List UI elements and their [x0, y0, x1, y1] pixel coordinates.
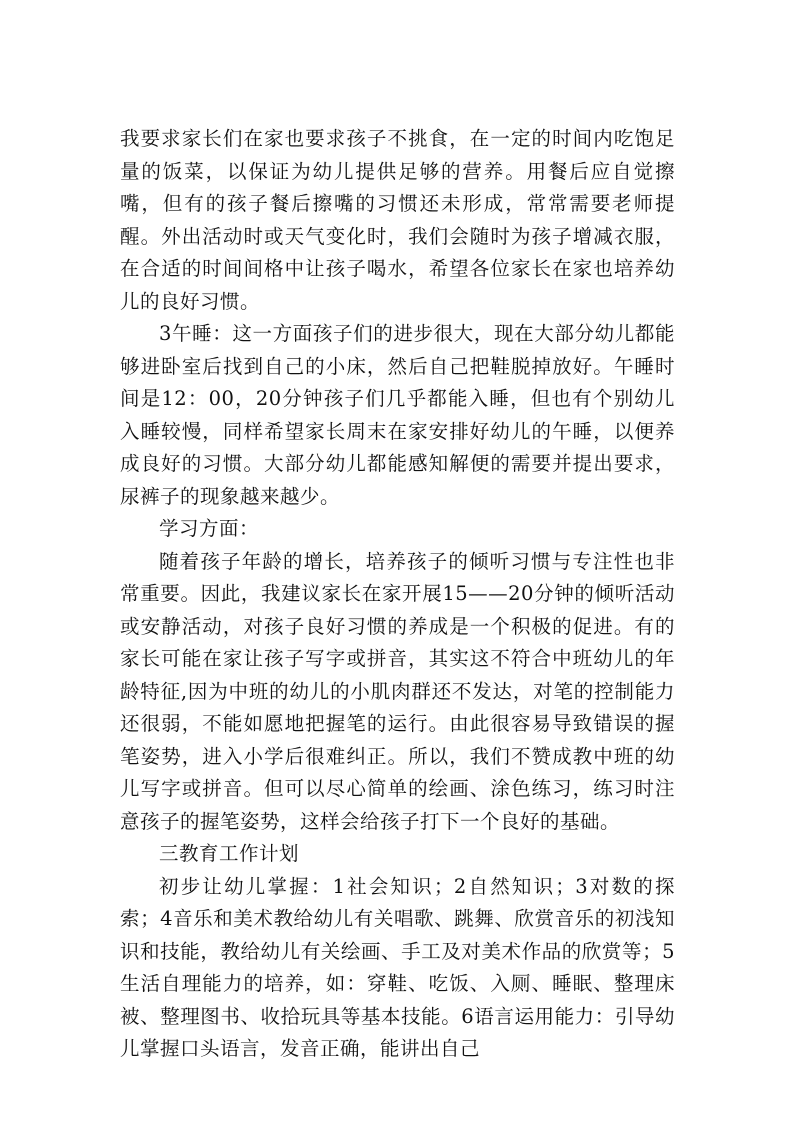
document-body — [120, 123, 675, 1066]
heading-study: 学习方面： — [159, 517, 260, 540]
heading-education-plan: 三教育工作计划 — [159, 842, 300, 865]
paragraph-study: 随着孩子年龄的增长，培养孩子的倾听习惯与专注性也非常重要。因此，我建议家长在家开展15——20分钟的倾听活动或安静活动，对孩子良好习惯的养成是一个积极的促进。有的家长可能在家让孩子写字或拼音，其实这不符合中班幼儿的年龄特征,因为中班的幼儿的小肌肉群还不发达，对笔的控制能力还很弱，不能如愿地把握笔的运行。由此很容易导致错误的握笔姿势，进入小学后很难纠正。所以，我们不赞成教中班的幼儿写字或拼音。但可以尽心简单的绘画、涂色练习，练习时注意孩子的握笔姿势，这样会给孩子打下一个良好的基础。 — [120, 549, 675, 833]
paragraph-nap: 3午睡：这一方面孩子们的进步很大，现在大部分幼儿都能够进卧室后找到自己的小床，然后自己把鞋脱掉放好。午睡时间是12：00，20分钟孩子们几乎都能入睡，但也有个别幼儿入睡较慢，同样希望家长周末在家安排好幼儿的午睡，以便养成良好的习惯。大部分幼儿都能感知解便的需要并提出要求，尿裤子的现象越来越少。 — [120, 322, 675, 508]
paragraph-education-plan: 初步让幼儿掌握：1社会知识；2自然知识；3对数的探索；4音乐和美术教给幼儿有关唱歌、跳舞、欣赏音乐的初浅知识和技能，教给幼儿有关绘画、手工及对美术作品的欣赏等；5生活自理能力的培养，如：穿鞋、吃饭、入厕、睡眠、整理床被、整理图书、收拾玩具等基本技能。6语言运用能力：引导幼儿掌握口头语言，发音正确，能讲出自己 — [120, 874, 675, 1060]
paragraph-meal-continued: 我要求家长们在家也要求孩子不挑食，在一定的时间内吃饱足量的饭菜，以保证为幼儿提供足够的营养。用餐后应自觉擦嘴，但有的孩子餐后擦嘴的习惯还未形成，常常需要老师提醒。外出活动时或天气变化时，我们会随时为孩子增减衣服，在合适的时间间格中让孩子喝水，希望各位家长在家也培养幼儿的良好习惯。 — [120, 127, 675, 313]
